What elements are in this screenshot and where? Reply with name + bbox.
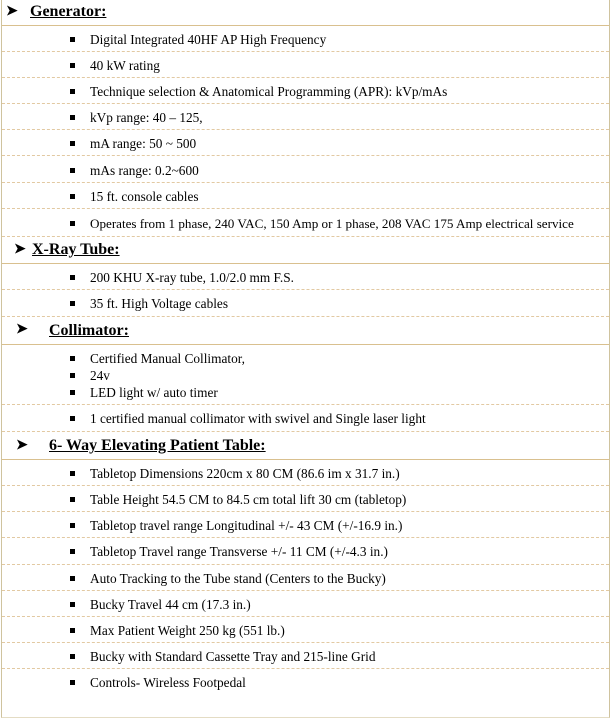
- list-item: [2, 460, 609, 486]
- bullet-icon: [70, 523, 75, 528]
- item-text: Tabletop Dimensions 220cm x 80 CM (86.6 im x 31.7 in.): [90, 466, 400, 481]
- arrow-right-icon: ➤: [6, 4, 18, 19]
- item-text: Tabletop travel range Longitudinal +/- 43 CM (+/-16.9 in.): [90, 518, 403, 533]
- bullet-icon: [70, 549, 75, 554]
- bullet-icon: [70, 576, 75, 581]
- section-header-generator: [2, 0, 609, 26]
- section-header-collimator: [2, 317, 609, 345]
- list-item: [2, 643, 609, 669]
- item-text: LED light w/ auto timer: [90, 385, 218, 400]
- bullet-icon: [70, 602, 75, 607]
- item-text: Controls- Wireless Footpedal: [90, 675, 246, 690]
- list-item: [2, 512, 609, 538]
- list-item: [2, 156, 609, 183]
- section-header-xray-tube: [2, 237, 609, 264]
- bullet-icon: [70, 628, 75, 633]
- item-text: Operates from 1 phase, 240 VAC, 150 Amp or 1 phase, 208 VAC 175 Amp electrical service: [90, 216, 574, 231]
- bullet-icon: [70, 301, 75, 306]
- list-item-group: [2, 345, 609, 405]
- list-item: [2, 209, 609, 237]
- bullet-icon: [70, 416, 75, 421]
- bullet-icon: [70, 168, 75, 173]
- item-text: Digital Integrated 40HF AP High Frequency: [90, 32, 327, 47]
- section-title: 6- Way Elevating Patient Table:: [49, 437, 266, 454]
- item-text: 35 ft. High Voltage cables: [90, 296, 228, 311]
- list-item: [2, 130, 609, 156]
- list-item: [2, 617, 609, 643]
- spec-document: [1, 0, 610, 718]
- section-title: Collimator:: [49, 322, 129, 339]
- list-item: [2, 183, 609, 209]
- item-text: 15 ft. console cables: [90, 189, 199, 204]
- list-item: [2, 405, 609, 432]
- item-text: 1 certified manual collimator with swivel and Single laser light: [90, 411, 426, 426]
- bullet-icon: [70, 275, 75, 280]
- item-text: 40 kW rating: [90, 58, 160, 73]
- item-text: Bucky Travel 44 cm (17.3 in.): [90, 597, 251, 612]
- item-text: Table Height 54.5 CM to 84.5 cm total lift 30 cm (tabletop): [90, 492, 407, 507]
- item-text: mA range: 50 ~ 500: [90, 136, 197, 151]
- list-item: [2, 669, 609, 695]
- bullet-icon: [70, 89, 75, 94]
- bullet-icon: [70, 471, 75, 476]
- bullet-icon: [70, 221, 75, 226]
- list-item: [2, 591, 609, 617]
- arrow-right-icon: ➤: [16, 438, 28, 453]
- item-text: 200 KHU X-ray tube, 1.0/2.0 mm F.S.: [90, 270, 294, 285]
- list-item: [2, 565, 609, 591]
- item-text: Tabletop Travel range Transverse +/- 11 CM (+/-4.3 in.): [90, 544, 388, 559]
- bullet-icon: [70, 356, 75, 361]
- bullet-icon: [70, 373, 75, 378]
- item-text: 24v: [90, 368, 110, 383]
- bullet-icon: [70, 115, 75, 120]
- list-item: [2, 264, 609, 290]
- item-text: kVp range: 40 – 125,: [90, 110, 203, 125]
- section-title: X-Ray Tube:: [32, 241, 120, 258]
- list-item: [2, 26, 609, 52]
- bullet-icon: [70, 680, 75, 685]
- list-item: [2, 486, 609, 512]
- bullet-icon: [70, 63, 75, 68]
- list-item: [2, 290, 609, 317]
- bullet-icon: [70, 141, 75, 146]
- arrow-right-icon: ➤: [14, 242, 26, 257]
- section-title: Generator:: [30, 3, 107, 20]
- list-item: [2, 538, 609, 565]
- section-header-patient-table: [2, 432, 609, 460]
- bullet-icon: [70, 194, 75, 199]
- item-text: Technique selection & Anatomical Programming (APR): kVp/mAs: [90, 84, 448, 99]
- item-text: mAs range: 0.2~600: [90, 163, 199, 178]
- item-text: Certified Manual Collimator,: [90, 351, 245, 366]
- list-item: [2, 104, 609, 130]
- list-item: [2, 52, 609, 78]
- item-text: Bucky with Standard Cassette Tray and 215-line Grid: [90, 649, 376, 664]
- bullet-icon: [70, 654, 75, 659]
- list-item: [2, 78, 609, 104]
- item-text: Max Patient Weight 250 kg (551 lb.): [90, 623, 285, 638]
- item-text: Auto Tracking to the Tube stand (Centers to the Bucky): [90, 571, 386, 586]
- bullet-icon: [70, 37, 75, 42]
- bullet-icon: [70, 497, 75, 502]
- arrow-right-icon: ➤: [16, 322, 28, 337]
- bullet-icon: [70, 390, 75, 395]
